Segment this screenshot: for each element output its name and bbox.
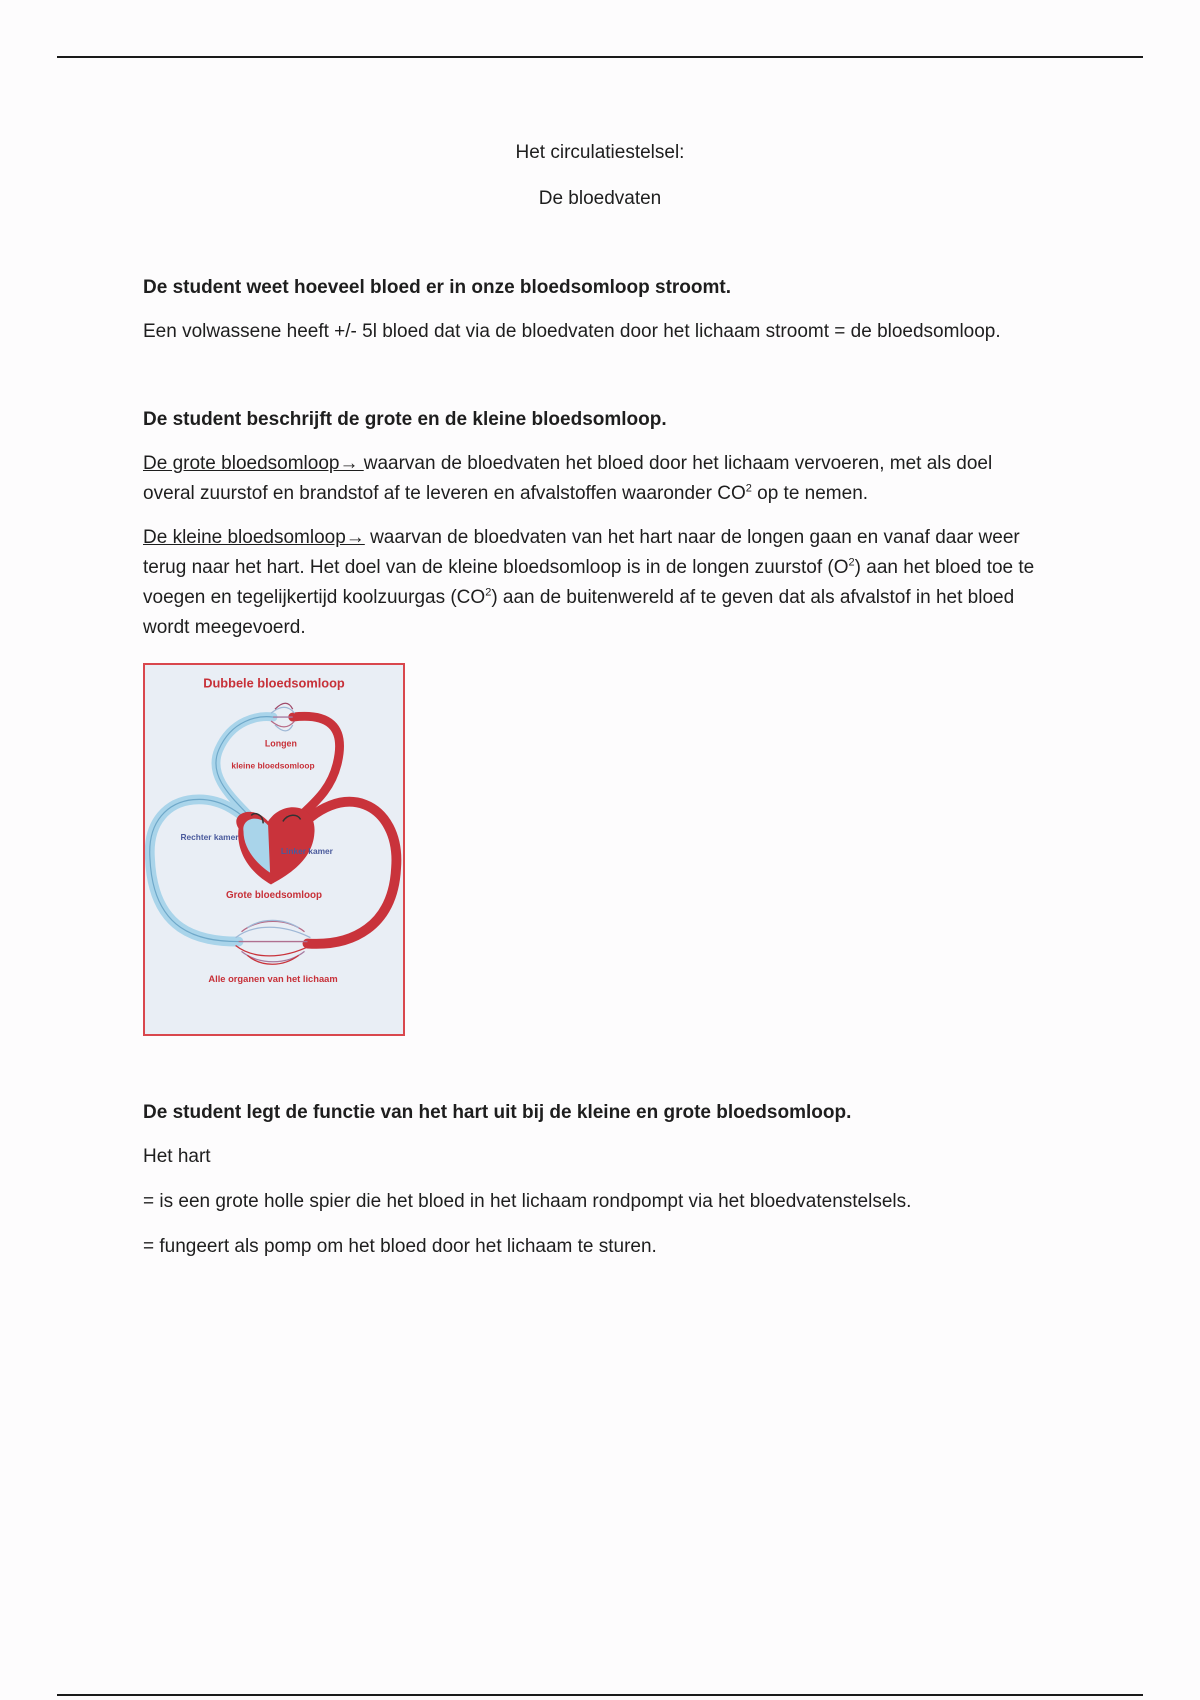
grote-sup: 2	[745, 482, 752, 495]
kleine-bloedsomloop-paragraph	[143, 523, 1043, 643]
kleine-text-c: ) aan de buitenwereld af te geven dat als afvalstof in het bloed wordt meegevoerd.	[143, 587, 1015, 638]
figure-label-grote: Grote bloedsomloop	[225, 890, 323, 902]
section3-line3: = fungeert als pomp om het bloed door het lichaam te sturen.	[143, 1236, 657, 1257]
document-body	[143, 138, 1043, 1262]
section1-heading: De student weet hoeveel bloed er in onze bloedsomloop stroomt.	[143, 277, 732, 298]
figure-title: Dubbele bloedsomloop	[203, 675, 345, 691]
grote-text-a: waarvan de bloedvaten het bloed door het lichaam vervoeren, met als doel overal zuurstof en brandstof af te leveren en afvalstoffen waaronder CO	[143, 453, 993, 504]
document-title: Het circulatiestelsel:	[515, 142, 685, 163]
figure-label-rechter: Rechter kamer	[180, 832, 239, 843]
section3-heading: De student legt de functie van het hart uit bij de kleine en grote bloedsomloop.	[143, 1102, 852, 1123]
kleine-sup1: 2	[848, 556, 855, 569]
bottom-rule	[57, 1694, 1143, 1696]
figure-label-kleine: kleine bloedsomloop	[231, 760, 315, 771]
section3-line2: = is een grote holle spier die het bloed in het lichaam rondpompt via het bloedvatenstelsels.	[143, 1191, 912, 1212]
section1-text: Een volwassene heeft +/- 5l bloed dat via de bloedvaten door het lichaam stroomt = de bloedsomloop.	[143, 321, 1001, 342]
kleine-text-b: ) aan het bloed toe te voegen en tegelijkertijd koolzuurgas (CO	[143, 557, 1035, 608]
figure-label-longen: Longen	[264, 738, 297, 749]
grote-bloedsomloop-paragraph	[143, 449, 1043, 509]
top-rule	[57, 56, 1143, 58]
kleine-sup2: 2	[485, 586, 492, 599]
double-circulation-diagram	[143, 663, 405, 1036]
figure-label-linker: Linker kamer	[280, 845, 333, 856]
grote-text-b: op te nemen.	[751, 483, 869, 504]
kleine-text-a: waarvan de bloedvaten van het hart naar de longen gaan en vanaf daar weer terug naar het hart. Het doel van de kleine bloedsomloop is in de longen zuurstof (O	[143, 527, 1020, 578]
section3-line1: Het hart	[143, 1146, 211, 1167]
section2-heading: De student beschrijft de grote en de kleine bloedsomloop.	[143, 409, 667, 430]
figure-label-organen: Alle organen van het lichaam	[208, 973, 338, 984]
kleine-bloedsomloop-label: De kleine bloedsomloop→	[143, 527, 365, 548]
document-subtitle: De bloedvaten	[538, 188, 662, 209]
grote-bloedsomloop-label: De grote bloedsomloop→	[143, 453, 364, 474]
